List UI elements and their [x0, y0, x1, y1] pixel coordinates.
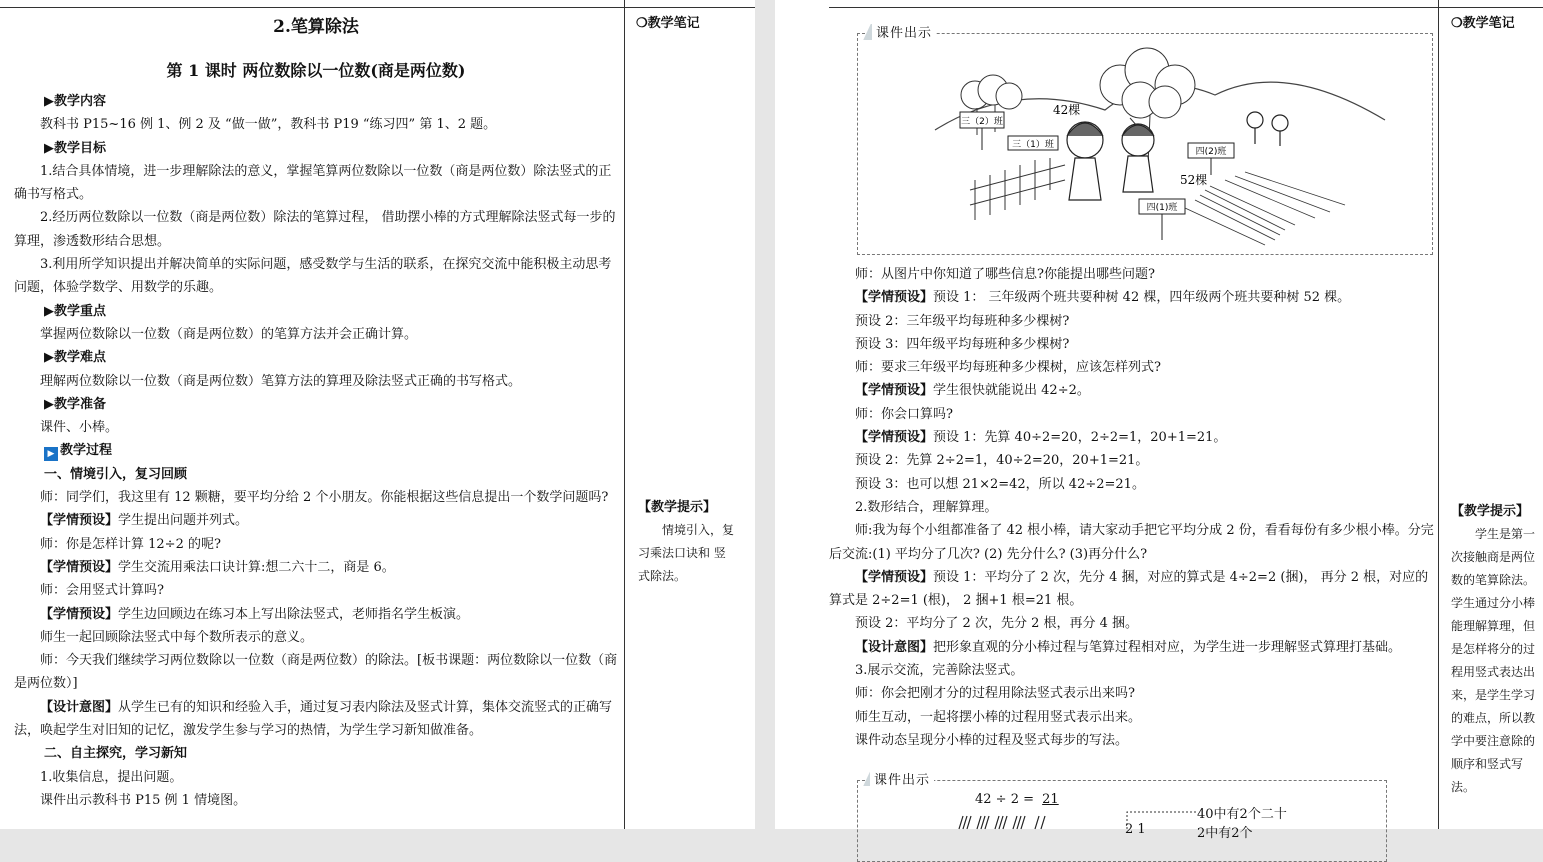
key-text: 掌握两位数除以一位数（商是两位数）的笔算方法并会正确计算。 — [40, 326, 418, 342]
note-40: 40中有2个二十 — [1197, 807, 1287, 822]
process-heading-text: 教学过程 — [60, 443, 113, 459]
para-r5: 师：要求三年级平均每班种多少棵树，应该怎样列式? — [855, 360, 1161, 376]
para-r19: 课件动态呈现分小棒的过程及竖式每步的写法。 — [855, 732, 1129, 748]
main-column — [829, 263, 1435, 752]
notes-title: ❍教学笔记 — [1451, 16, 1515, 31]
para-r18: 师生互动，一起将摆小棒的过程用竖式表示出来。 — [855, 709, 1142, 725]
para-r8 — [829, 426, 1435, 449]
para-text: 学生很快就能说出 42÷2。 — [933, 383, 1090, 399]
para-text: 学生交流用乘法口诀计算:想二六十二，商是 6。 — [118, 559, 395, 575]
tag: 【学情预设】 — [40, 559, 119, 575]
key-heading: ▶教学重点 — [44, 303, 106, 319]
teaching-tip — [1451, 500, 1541, 799]
para-text: 从学生已有的知识和经验入手，通过复习表内除法及竖式计算，集体交流竖式的正确写法，唤起学生对旧知的记忆，激发学生参与学习的热情，为学生学习新知做准备。 — [14, 699, 613, 739]
para-r12: 师:我为每个小组都准备了 42 根小棒，请大家动手把它平均分成 2 份，看看每份有多少根小棒。分完后交流:(1) 平均分了几次? (2) 先分什么? (3)再分什么? — [829, 523, 1434, 562]
goals-heading: ▶教学目标 — [44, 140, 106, 156]
para-2 — [14, 509, 618, 532]
slide-box-2 — [857, 780, 1387, 862]
tree-planting-illustration — [935, 40, 1385, 250]
content-heading: ▶教学内容 — [44, 94, 106, 109]
slide-label-1: 课件出示 — [872, 22, 936, 41]
play-icon: ▶ — [44, 447, 58, 461]
part1-heading: 一、情境引入，复习回顾 — [44, 466, 188, 482]
part2-heading: 二、自主探究，学习新知 — [44, 746, 188, 762]
para-8: 师：今天我们继续学习两位数除以一位数（商是两位数）的除法。[板书课题：两位数除以一位数（商是两位数）] — [14, 653, 618, 692]
para-10: 1.收集信息，提出问题。 — [40, 769, 183, 785]
goal-2: 2.经历两位数除以一位数（商是两位数）除法的笔算过程， 借助摆小棒的方式理解除法竖式每一步的算理，渗透数形结合思想。 — [14, 210, 616, 249]
prep-heading: ▶教学准备 — [44, 396, 106, 412]
margin-divider — [624, 0, 625, 829]
para-r11: 2.数形结合，理解算理。 — [855, 499, 998, 515]
top-rule — [829, 7, 1543, 8]
goal-3: 3.利用所学知识提出并解决简单的实际问题，感受数学与生活的联系，在探究交流中能积极主动思考问题，体验学数学、用数学的乐趣。 — [14, 257, 612, 296]
para-text: 学生提出问题并列式。 — [118, 513, 249, 529]
para-text: 把形象直观的分小棒过程与笔算过程相对应，为学生进一步理解竖式算理打基础。 — [933, 639, 1402, 655]
division-equation — [975, 792, 1063, 807]
slide-label-2: 课件出示 — [870, 769, 934, 788]
chapter-title: 2.笔算除法 — [273, 17, 359, 37]
left-page — [0, 0, 755, 829]
teaching-tip — [638, 496, 734, 588]
main-column — [14, 14, 618, 812]
trees-42-label: 42棵 — [1053, 103, 1081, 117]
prep-text: 课件、小棒。 — [40, 420, 119, 436]
para-r9: 预设 2：先算 2÷2=1，40÷2=20，20+1=21。 — [855, 453, 1149, 469]
para-r3: 预设 2：三年级平均每班种多少棵树? — [855, 313, 1070, 329]
note-2: 2中有2个 — [1197, 826, 1253, 841]
equation-left: 42 ÷ 2 = — [975, 792, 1034, 807]
para-text: 预设 1：先算 40÷2=20，2÷2=1，20+1=21。 — [933, 430, 1227, 446]
tag: 【设计意图】 — [40, 699, 119, 715]
bracket-lines — [1125, 808, 1200, 829]
margin-notes — [1451, 12, 1541, 35]
tip-title: 【教学提示】 — [638, 500, 717, 515]
para-5: 师：会用竖式计算吗? — [40, 583, 164, 599]
para-r10: 预设 3：也可以想 21×2=42，所以 42÷2=21。 — [855, 476, 1145, 492]
para-r4: 预设 3：四年级平均每班种多少棵树? — [855, 336, 1070, 352]
para-r14: 预设 2：平均分了 2 次，先分 2 根，再分 4 捆。 — [855, 616, 1139, 632]
para-r16: 3.展示交流，完善除法竖式。 — [855, 663, 1024, 679]
para-11: 课件出示教科书 P15 例 1 情境图。 — [40, 792, 247, 808]
vertical-quotient: 2 1 — [1125, 822, 1146, 837]
para-text: 预设 1： 三年级两个班共要种树 42 棵，四年级两个班共要种树 52 棵。 — [933, 290, 1351, 306]
para-r13 — [829, 566, 1435, 613]
para-r15 — [829, 636, 1435, 659]
top-rule — [0, 7, 755, 8]
para-r17: 师：你会把刚才分的过程用除法竖式表示出来吗? — [855, 686, 1135, 702]
para-3: 师：你是怎样计算 12÷2 的呢? — [40, 536, 221, 552]
para-9 — [14, 696, 618, 743]
goal-1: 1.结合具体情境，进一步理解除法的意义，掌握笔算两位数除以一位数（商是两位数）除法竖式的正确书写格式。 — [14, 163, 612, 203]
trees-52-label: 52棵 — [1180, 173, 1208, 187]
margin-notes — [636, 12, 746, 35]
para-r6 — [829, 379, 1435, 402]
content-text: 教科书 P15~16 例 1、例 2 及 “做一做”，教科书 P19 “练习四” 第 1、2 题。 — [40, 117, 497, 133]
para-r1: 师：从图片中你知道了哪些信息?你能提出哪些问题? — [855, 267, 1155, 282]
tip-text: 学生是第一次接触商是两位数的笔算除法。学生通过分小棒能理解算理，但是怎样将分的过程用竖式表达出来，是学生学习的难点，所以教学中要注意除的顺序和竖式写法。 — [1451, 527, 1536, 795]
tag: 【学情预设】 — [855, 290, 934, 306]
para-7: 师生一起回顾除法竖式中每个数所表示的意义。 — [40, 629, 314, 645]
difficulty-text: 理解两位数除以一位数（商是两位数）笔算方法的算理及除法竖式正确的书写格式。 — [40, 373, 522, 389]
equation-answer: 21 — [1042, 792, 1059, 807]
para-6 — [14, 603, 618, 626]
right-page — [775, 0, 1543, 841]
tag: 【学情预设】 — [855, 430, 934, 446]
class-4-2-label: 四(2)班 — [1195, 147, 1227, 157]
class-3-1-label: 三（1）班 — [1012, 140, 1054, 150]
class-4-1-label: 四(1)班 — [1146, 203, 1178, 213]
process-heading — [14, 439, 618, 462]
notes-title: ❍教学笔记 — [636, 16, 700, 31]
para-4 — [14, 556, 618, 579]
para-r7: 师：你会口算吗? — [855, 406, 953, 422]
para-text: 预设 1：平均分了 2 次，先分 4 捆，对应的算式是 4÷2=2 (捆)， 再分 2 根，对应的算式是 2÷2=1 (根)， 2 捆+1 根=21 根。 — [829, 569, 1429, 609]
tag: 【设计意图】 — [855, 639, 934, 655]
class-3-2-label: 三（2）班 — [961, 117, 1003, 127]
lesson-title: 第 1 课时 两位数除以一位数(商是两位数) — [166, 61, 466, 80]
tag: 【学情预设】 — [855, 383, 934, 399]
stick-bundles-icon — [955, 812, 1055, 829]
difficulty-heading: ▶教学难点 — [44, 350, 106, 366]
para-r2 — [829, 286, 1435, 309]
tag: 【学情预设】 — [40, 606, 119, 622]
para-text: 学生边回顾边在练习本上写出除法竖式，老师指名学生板演。 — [118, 606, 470, 622]
margin-divider — [1438, 0, 1439, 829]
tag: 【学情预设】 — [40, 513, 119, 529]
tip-title: 【教学提示】 — [1451, 504, 1530, 519]
para-1: 师：同学们，我这里有 12 颗糖，要平均分给 2 个小朋友。你能根据这些信息提出一个数学问题吗? — [40, 490, 609, 506]
tip-text: 情境引入，复习乘法口诀和 竖式除法。 — [638, 523, 735, 584]
tag: 【学情预设】 — [855, 569, 934, 585]
